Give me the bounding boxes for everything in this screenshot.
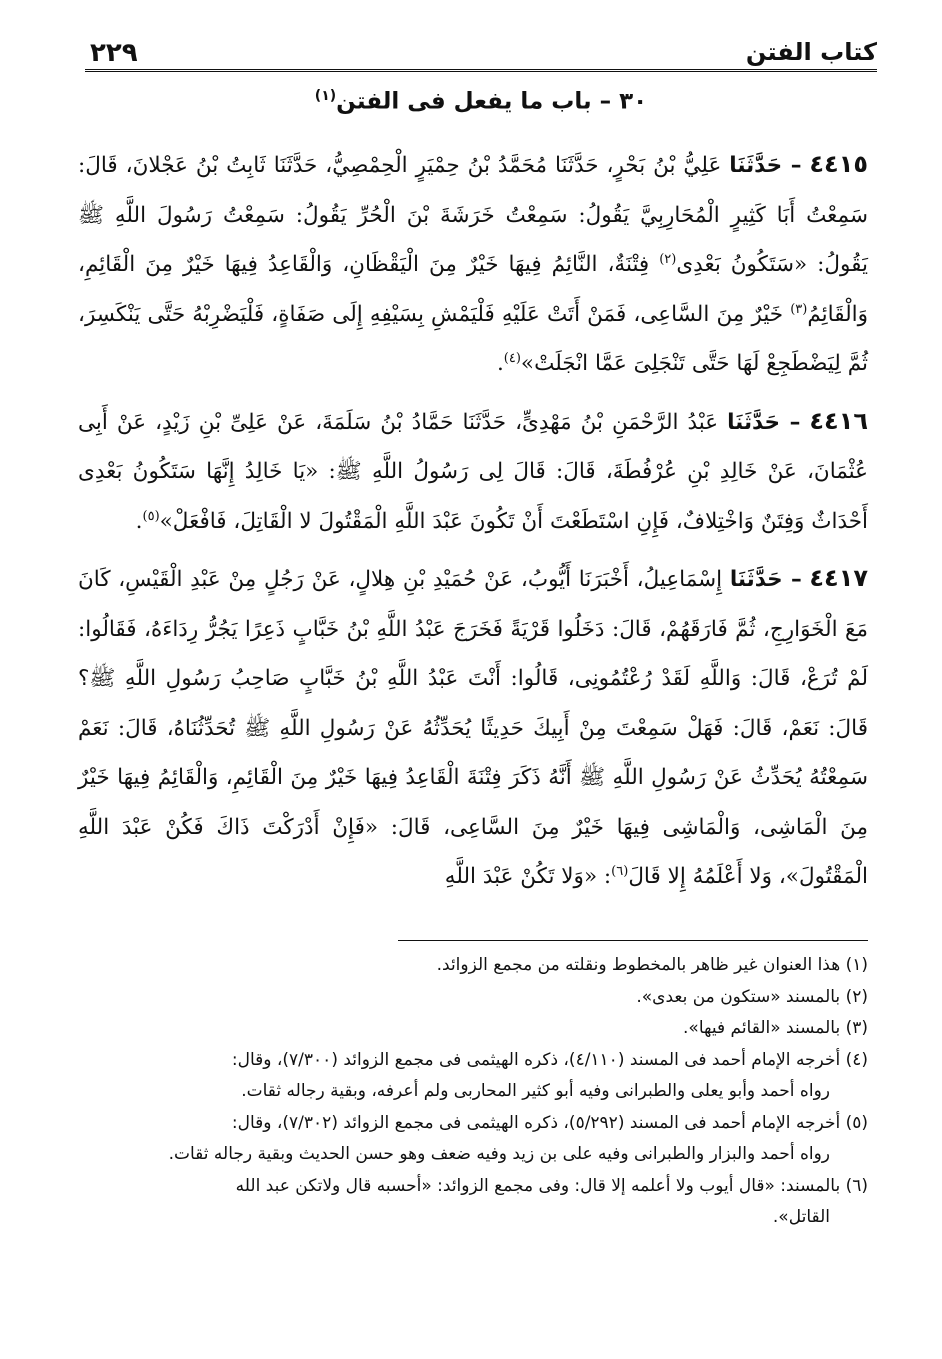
hadith-number: ٤٤١٥	[809, 150, 868, 178]
hadith-number: ٤٤١٧	[809, 564, 868, 592]
footnote-ref: (٤)	[503, 350, 521, 366]
footnote-ref: (٥)	[142, 508, 160, 524]
footnote-line: (٤) أخرجه الإمام أحمد فى المسند (٤/١١٠)، ذكره الهيثمى فى مجمع الزوائد (٧/٣٠٠)، وقال:	[231, 1049, 868, 1070]
hadith-text: .	[135, 508, 143, 534]
footnote-line: (٢) بالمسند «ستكون من بعدى».	[636, 986, 868, 1007]
footnote-line: (٥) أخرجه الإمام أحمد فى المسند (٥/٢٩٢)، ذكره الهيثمى فى مجمع الزوائد (٧/٣٠٢)، وقال:	[231, 1112, 868, 1133]
chapter-footnote-ref: (١)	[314, 88, 337, 104]
footnote-line: القاتل».	[772, 1207, 830, 1227]
hadith-text: إِسْمَاعِيلُ، أَخْبَرَنَا أَيُّوبُ، عَنْ حُمَيْدِ بْنِ هِلالٍ، عَنْ رَجُلٍ مِنْ عَبْدِ الْقَيْسِ، كَانَ مَعَ الْخَوَارِجِ، ثُمَّ فَارَقَهُمْ، قَالَ: دَخَلُوا قَرْيَةً فَخَرَجَ عَبْدُ اللَّهِ بْنُ خَبَّابٍ ذَعِرًا يَجُرُّ رِدَاءَهُ، فَقَالُوا: لَمْ تُرَعْ، قَالَ: وَاللَّهِ لَقَدْ رُعْتُمُونِى، قَالُوا: أَنْتَ عَبْدُ اللَّهِ بْنُ خَبَّابٍ صَاحِبُ رَسُولِ اللَّهِ ﷺ؟ قَالَ: نَعَمْ، قَالَ: فَهَلْ سَمِعْتَ مِنْ أَبِيكَ حَدِيثًا يُحَدِّثُهُ عَنْ رَسُولِ اللَّهِ ﷺ تُحَدِّثُنَاهُ، قَالَ: نَعَمْ سَمِعْتُهُ يُحَدِّثُ عَنْ رَسُولِ اللَّهِ ﷺ أَنَّهُ ذَكَرَ فِتْنَةَ الْقَاعِدُ فِيهَا خَيْرٌ مِنَ الْقَائِمِ، وَالْقَائِمُ فِيهَا خَيْرٌ مِنَ الْمَاشِى، وَالْمَاشِى فِيهَا خَيْرٌ مِنَ السَّاعِى، قَالَ: «فَإِنْ أَدْرَكْتَ ذَاكَ فَكُنْ عَبْدَ اللَّهِ الْمَقْتُولَ»، وَلا أَعْلَمُهُ إِلا قَالَ	[78, 567, 868, 889]
hadith-text: خَيْرٌ مِنَ السَّاعِى، فَمَنْ أَتَتْ عَلَيْهِ فَلْيَمْشِ بِسَيْفِهِ إِلَى صَفَاةٍ، فَلْيَضْرِبْهُ حَتَّى يَنْكَسِرَ، ثُمَّ لِيَضْطَجِعْ لَهَا حَتَّى تَنْجَلِىَ عَمَّا انْجَلَتْ»	[78, 301, 868, 376]
hadith-text: فِتْنَةٌ، النَّائِمُ فِيهَا خَيْرٌ مِنَ الْيَقْظَانِ، وَالْقَاعِدُ فِيهَا خَيْرٌ مِنَ الْقَائِمِ، وَالْقَائِمُ	[78, 252, 868, 327]
hadith-body	[78, 140, 868, 910]
footnote-ref: (٢)	[659, 251, 677, 267]
footnote	[78, 982, 868, 1014]
footnote-ref: (٣)	[790, 301, 808, 317]
chapter-title-text: ٣٠ – باب ما يفعل فى الفتن	[336, 88, 648, 115]
page-number: ٢٢٩	[90, 38, 138, 68]
hadith-narration-label: – حَدَّثَنَا	[729, 153, 802, 178]
footnote-line: رواه أحمد والبزار والطبرانى وفيه على بن زيد وفيه ضعف وهو حسن الحديث وبقية رجاله ثقات.	[168, 1144, 830, 1164]
hadith-number: ٤٤١٦	[809, 406, 868, 435]
hadith-text: عَلِيُّ بْنُ بَحْرٍ، حَدَّثَنَا مُحَمَّدُ بْنُ حِمْيَرٍ الْحِمْصِيُّ، حَدَّثَنَا ثَابِتُ بْنُ عَجْلانَ، قَالَ: سَمِعْتُ أَبَا كَثِيرٍ الْمُحَارِبِيَّ يَقُولُ: سَمِعْتُ خَرَشَةَ بْنَ الْحُرِّ يَقُولُ: سَمِعْتُ رَسُولَ اللَّهِ ﷺ يَقُولُ: «سَتَكُونُ بَعْدِى	[78, 153, 868, 277]
footnote-line: (١) هذا العنوان غير ظاهر بالمخطوط ونقلته من مجمع الزوائد.	[436, 955, 868, 975]
footnote-line: (٣) بالمسند «القائم فيها».	[683, 1018, 868, 1038]
footnote-line: رواه أحمد وأبو يعلى والطبرانى وفيه أبو كثير المحاربى ولم أعرفه، وبقية رجاله ثقات.	[241, 1081, 830, 1101]
footnote-ref: (٦)	[611, 863, 629, 879]
footnote	[78, 1171, 868, 1234]
footnote	[78, 1108, 868, 1171]
hadith-narration-label: – حَدَّثَنَا	[729, 567, 802, 592]
hadith-4416	[78, 397, 868, 547]
hadith-text: عَبْدُ الرَّحْمَنِ بْنُ مَهْدِىٍّ، حَدَّثَنَا حَمَّادُ بْنُ سَلَمَةَ، عَنْ عَلِىِّ بْنِ زَيْدٍ، عَنْ أَبِى عُثْمَانَ، عَنْ خَالِدِ بْنِ عُرْفُطَةَ، قَالَ: قَالَ لِى رَسُولُ اللَّهِ ﷺ: «يَا خَالِدُ إِنَّهَا سَتَكُونُ بَعْدِى أَحْدَاثٌ وَفِتَنٌ وَاخْتِلافٌ، فَإِنِ اسْتَطَعْتَ أَنْ تَكُونَ عَبْدَ اللَّهِ الْمَقْتُولَ لا الْقَاتِلَ، فَافْعَلْ»	[78, 409, 868, 534]
footnote	[78, 1013, 868, 1045]
footnote	[78, 1045, 868, 1108]
book-title: كتاب الفتن	[745, 38, 877, 66]
footnotes	[78, 950, 868, 1234]
footnote-line: (٦) بالمسند: «قال أيوب ولا أعلمه إلا قال: وفى مجمع الزوائد: «أحسبه قال ولاتكن عبد الله	[235, 1175, 868, 1196]
footnote	[78, 950, 868, 982]
hadith-4415	[78, 140, 868, 389]
chapter-title	[90, 88, 872, 115]
hadith-4417	[78, 554, 868, 902]
hadith-text: .	[496, 351, 504, 376]
hadith-text: : «وَلا تَكُنْ عَبْدَ اللَّهِ	[444, 864, 612, 889]
page-header	[85, 30, 877, 72]
hadith-narration-label: – حَدَّثَنَا	[727, 409, 801, 435]
footnote-separator	[398, 940, 868, 941]
header-rule	[85, 69, 877, 72]
